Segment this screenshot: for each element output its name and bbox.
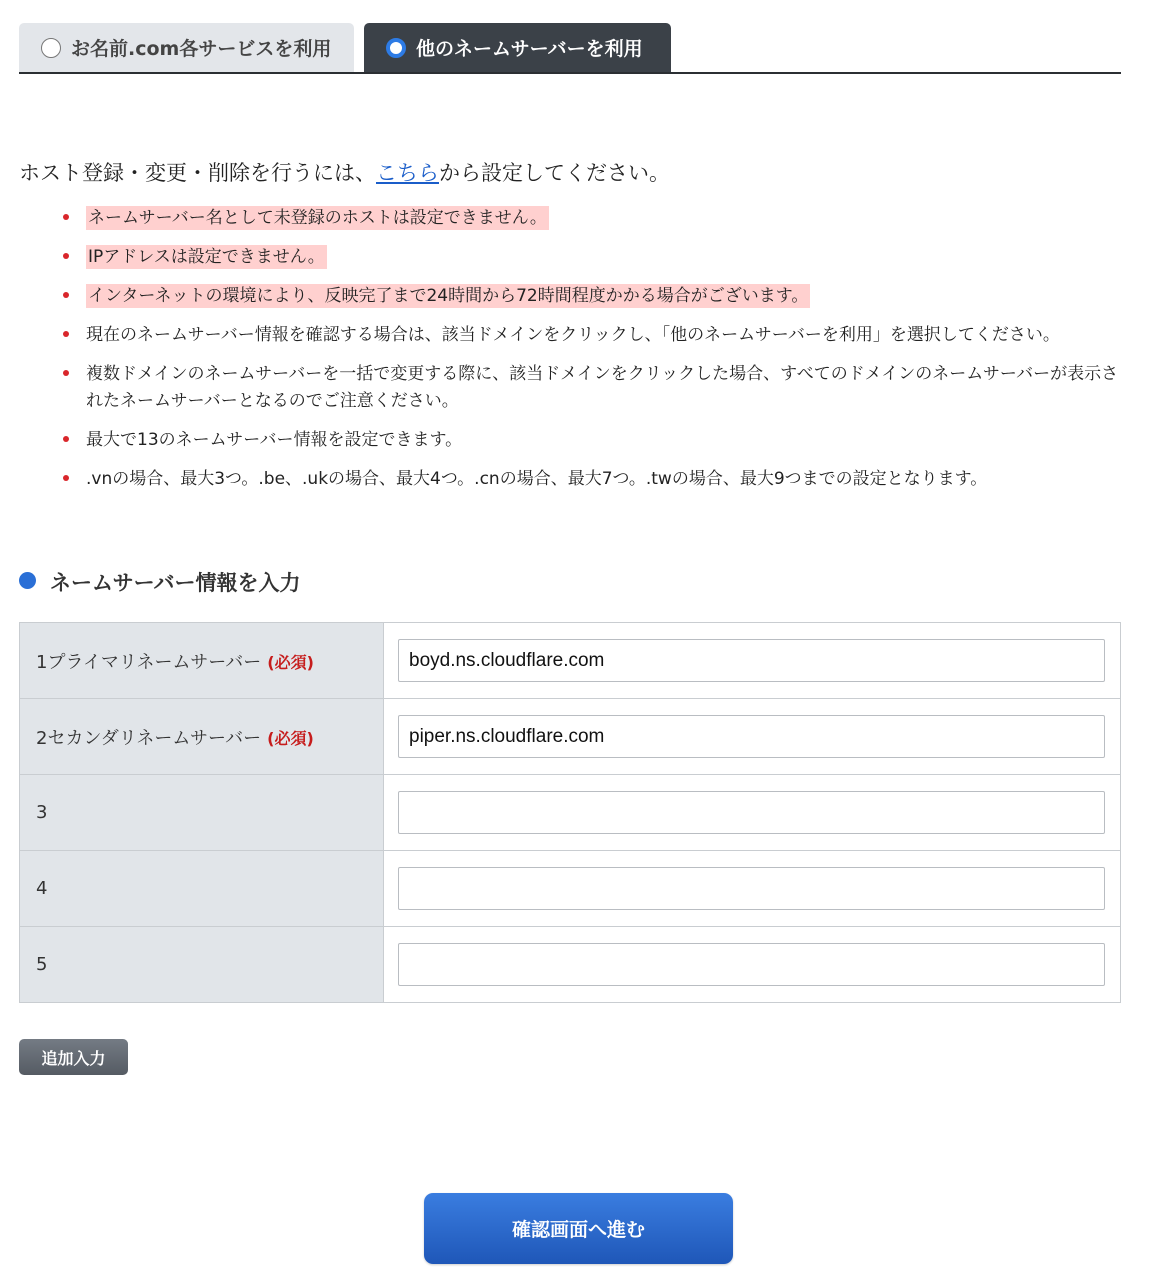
row-label bbox=[20, 775, 384, 851]
input-cell bbox=[384, 927, 1121, 1003]
input-cell bbox=[384, 699, 1121, 775]
radio-selected-icon[interactable] bbox=[386, 38, 406, 58]
input-cell bbox=[384, 851, 1121, 927]
list-item bbox=[62, 427, 1122, 454]
note-highlighted: IPアドレスは設定できません。 bbox=[88, 247, 325, 267]
row-label-text: 2セカンダリネームサーバー bbox=[36, 727, 262, 749]
row-label bbox=[20, 927, 384, 1003]
table-row bbox=[20, 623, 1121, 699]
note-text: 最大で13のネームサーバー情報を設定できます。 bbox=[86, 430, 463, 450]
note-highlighted: インターネットの環境により、反映完了まで24時間から72時間程度かかる場合がございます。 bbox=[88, 286, 809, 306]
note-text: .vnの場合、最大3つ。.be、.ukの場合、最大4つ。.cnの場合、最大7つ。.twの場合、最大9つまでの設定となります。 bbox=[86, 469, 988, 489]
nameserver-1-input[interactable] bbox=[398, 639, 1105, 682]
nameserver-tabs bbox=[19, 23, 1121, 74]
note-text: 複数ドメインのネームサーバーを一括で変更する際に、該当ドメインをクリックした場合、すべてのドメインのネームサーバーが表示されたネームサーバーとなるのでご注意ください。 bbox=[86, 364, 1119, 411]
row-label bbox=[20, 699, 384, 775]
row-label-text: 3 bbox=[36, 802, 48, 823]
list-item bbox=[62, 361, 1122, 415]
nameserver-2-input[interactable] bbox=[398, 715, 1105, 758]
tab-label: お名前.com各サービスを利用 bbox=[71, 38, 332, 60]
radio-unselected-icon[interactable] bbox=[41, 38, 61, 58]
input-cell bbox=[384, 775, 1121, 851]
tab-onamae-services[interactable] bbox=[19, 23, 354, 72]
list-item bbox=[62, 466, 1122, 493]
list-item bbox=[62, 322, 1122, 349]
host-settings-link[interactable]: こちら bbox=[376, 161, 439, 185]
row-label-text: 4 bbox=[36, 878, 48, 899]
input-cell bbox=[384, 623, 1121, 699]
bullet-dot-icon bbox=[19, 572, 36, 589]
nameserver-3-input[interactable] bbox=[398, 791, 1105, 834]
required-badge: (必須) bbox=[267, 728, 314, 748]
list-item bbox=[62, 205, 1122, 232]
note-text: 現在のネームサーバー情報を確認する場合は、該当ドメインをクリックし、「他のネームサーバーを利用」を選択してください。 bbox=[86, 325, 1060, 345]
nameserver-5-input[interactable] bbox=[398, 943, 1105, 986]
row-label bbox=[20, 623, 384, 699]
table-row bbox=[20, 699, 1121, 775]
row-label-text: 5 bbox=[36, 954, 48, 975]
section-title bbox=[19, 567, 301, 597]
note-highlighted: ネームサーバー名として未登録のホストは設定できません。 bbox=[88, 208, 547, 228]
notes-list bbox=[62, 205, 1122, 505]
tab-other-nameservers[interactable] bbox=[364, 23, 671, 72]
host-settings-intro bbox=[19, 157, 670, 187]
proceed-to-confirm-button[interactable]: 確認画面へ進む bbox=[424, 1193, 733, 1264]
list-item bbox=[62, 244, 1122, 271]
nameserver-table bbox=[19, 622, 1121, 1003]
row-label-text: 1プライマリネームサーバー bbox=[36, 651, 262, 673]
section-title-text: ネームサーバー情報を入力 bbox=[50, 571, 301, 595]
table-row bbox=[20, 851, 1121, 927]
add-input-button[interactable]: 追加入力 bbox=[19, 1039, 128, 1075]
list-item bbox=[62, 283, 1122, 310]
row-label bbox=[20, 851, 384, 927]
table-row bbox=[20, 775, 1121, 851]
tab-label: 他のネームサーバーを利用 bbox=[416, 38, 643, 60]
intro-text-end: から設定してください。 bbox=[439, 161, 670, 185]
intro-text: ホスト登録・変更・削除を行うには、 bbox=[19, 161, 376, 185]
nameserver-4-input[interactable] bbox=[398, 867, 1105, 910]
required-badge: (必須) bbox=[267, 652, 314, 672]
table-row bbox=[20, 927, 1121, 1003]
